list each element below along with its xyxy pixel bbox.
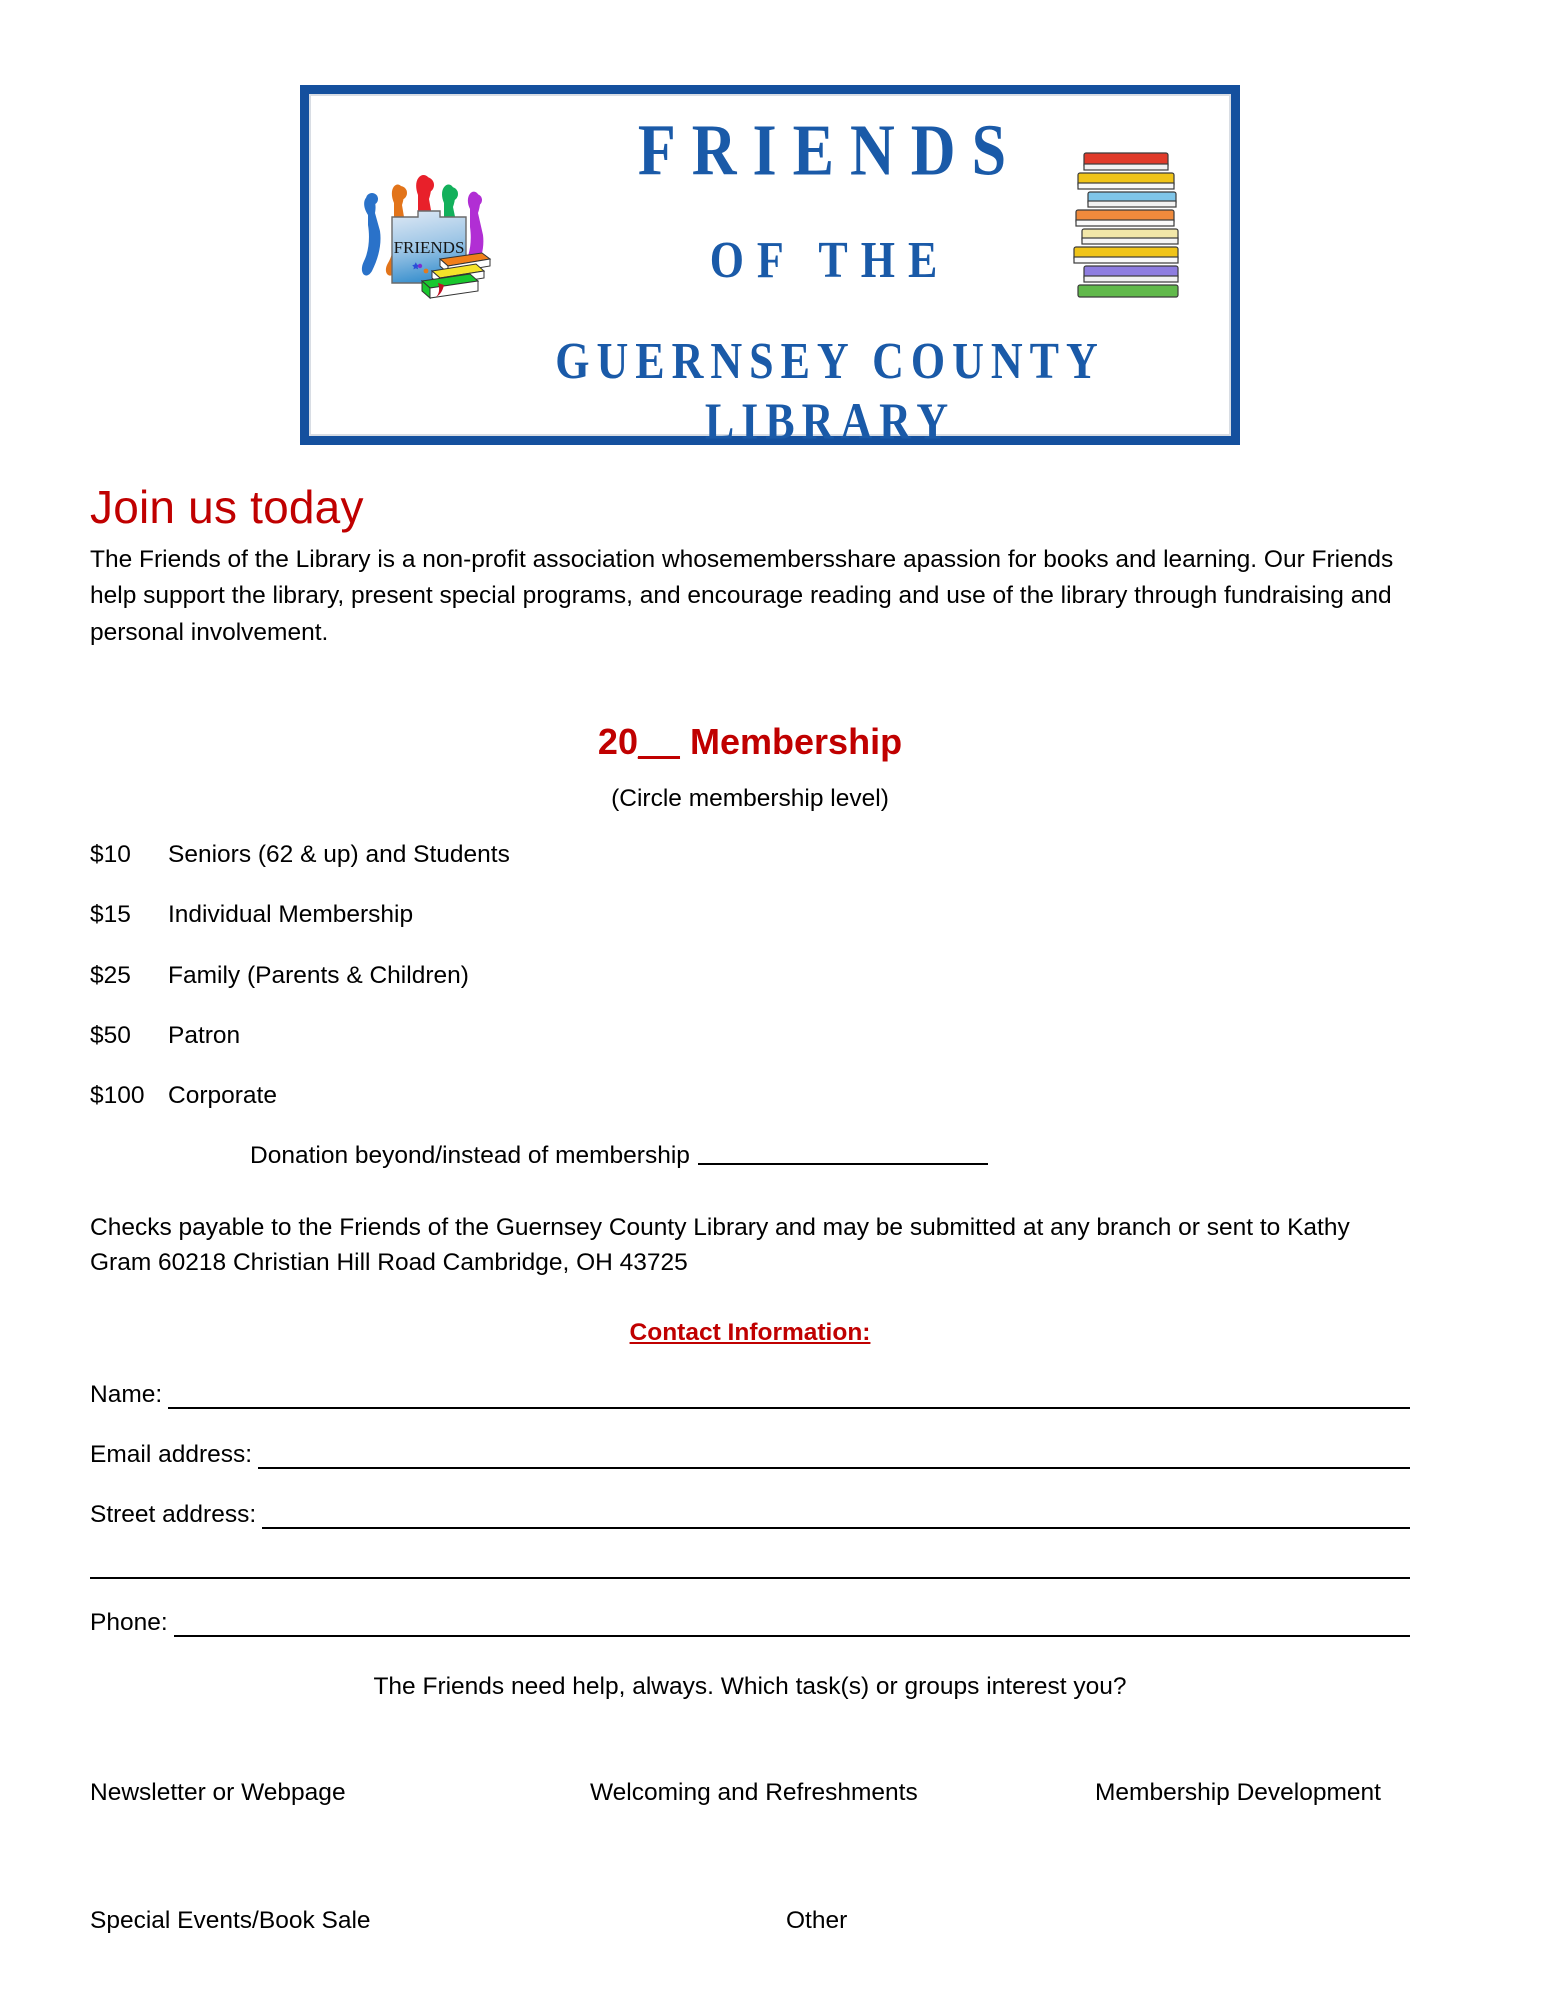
banner-line-friends: FRIENDS — [637, 110, 1023, 191]
level-description: Individual Membership — [168, 901, 414, 929]
field-row-phone — [90, 1609, 1410, 1637]
circle-instruction: (Circle membership level) — [611, 784, 889, 812]
email-label: Email address: — [90, 1441, 253, 1469]
level-description: Corporate — [168, 1082, 277, 1110]
list-item[interactable] — [90, 900, 1410, 929]
volunteer-option-welcoming[interactable]: Welcoming and Refreshments — [590, 1779, 918, 1807]
volunteer-question: The Friends need help, always. Which task(s) or groups interest you? — [373, 1673, 1127, 1701]
intro-paragraph: The Friends of the Library is a non-profit association whosemembersshare apassion for books and learning. Our Friends help support the library, present special programs, and encourage reading and use of the library through fundraising and personal involvement. — [90, 546, 1394, 646]
level-amount: $25 — [90, 961, 131, 989]
phone-input-line[interactable] — [174, 1613, 1410, 1637]
level-description: Seniors (62 & up) and Students — [168, 840, 510, 868]
field-row-name — [90, 1381, 1410, 1409]
list-item[interactable] — [90, 1021, 1410, 1050]
list-item[interactable] — [90, 1081, 1410, 1110]
membership-heading-suffix: Membership — [680, 720, 903, 762]
list-item[interactable] — [90, 840, 1410, 869]
name-input-line[interactable] — [168, 1385, 1410, 1409]
membership-year-blank[interactable]: __ — [637, 720, 681, 762]
email-input-line[interactable] — [258, 1445, 1410, 1469]
membership-levels-list — [90, 840, 1410, 1111]
volunteer-option-membership-development[interactable]: Membership Development — [1095, 1779, 1381, 1807]
level-amount: $50 — [90, 1021, 131, 1049]
donation-label: Donation beyond/instead of membership — [250, 1141, 690, 1169]
name-label: Name: — [90, 1381, 163, 1409]
donation-input-line[interactable] — [698, 1163, 988, 1165]
volunteer-option-empty — [1095, 1907, 1410, 1935]
membership-year-prefix: 20 — [597, 720, 638, 762]
banner-line-library: GUERNSEY COUNTY LIBRARY — [555, 332, 1105, 451]
contact-information-heading: Contact Information: — [629, 1319, 871, 1347]
level-amount: $10 — [90, 840, 131, 868]
list-item[interactable] — [90, 961, 1410, 990]
volunteer-option-newsletter[interactable]: Newsletter or Webpage — [90, 1779, 346, 1807]
page-title: Join us today — [90, 481, 364, 533]
volunteer-option-special-events[interactable]: Special Events/Book Sale — [90, 1907, 371, 1935]
level-amount: $15 — [90, 901, 131, 929]
phone-label: Phone: — [90, 1609, 168, 1637]
donation-field-row — [250, 1142, 1410, 1170]
payment-note: Checks payable to the Friends of the Guernsey County Library and may be submitted at any branch or sent to Kathy Gram 60218 Christian Hill Road Cambridge, OH 43725 — [90, 1213, 1350, 1277]
friends-badge-label: FRIENDS — [393, 238, 465, 257]
level-description: Family (Parents & Children) — [168, 961, 469, 989]
street-address-input-line[interactable] — [262, 1505, 1410, 1529]
field-row-email — [90, 1441, 1410, 1469]
level-description: Patron — [168, 1021, 241, 1049]
banner-line-of-the: OF THE — [709, 231, 951, 290]
level-amount: $100 — [90, 1082, 145, 1110]
street-address-label: Street address: — [90, 1501, 257, 1529]
field-row-street — [90, 1501, 1410, 1529]
volunteer-option-other[interactable]: Other — [786, 1907, 848, 1935]
membership-heading — [90, 721, 1410, 763]
volunteer-options-grid — [90, 1779, 1410, 1935]
document-body — [90, 0, 1410, 1935]
